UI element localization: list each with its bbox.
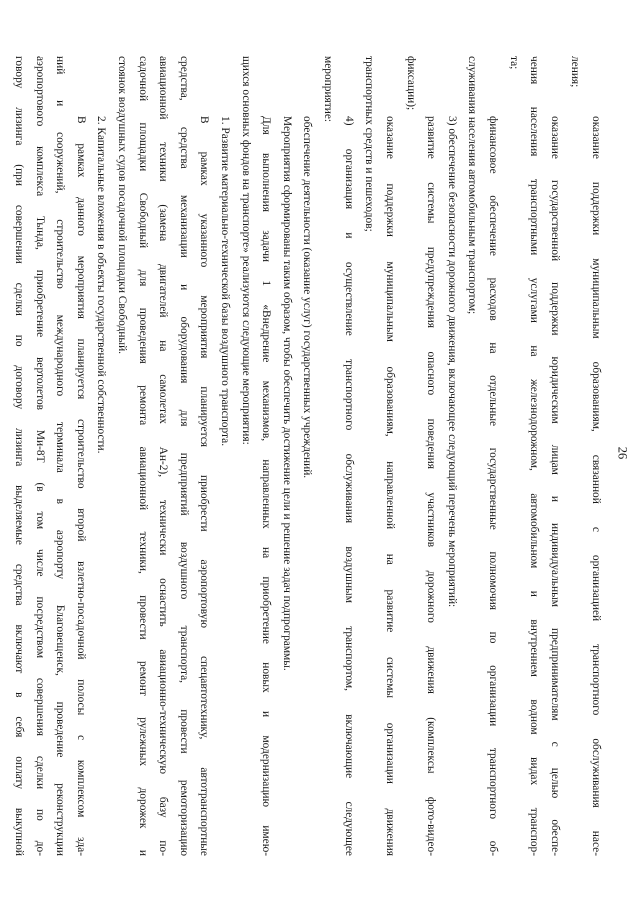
text-line: аэропортового комплекса Тында, приобретение вертолетов Ми-8Т (в том числе посредством совершения сделки по до- (33, 56, 46, 856)
text-line: ний и сооружений, строительство международного терминала в аэропорту Благовещенск, проведение реконструкции (54, 56, 67, 856)
text-line: развитие системы предупреждения опасного поведения участников дорожного движения (комплексы фото-видео- (425, 116, 438, 856)
text-line: оказание поддержки муниципальным образованиям, направленной на развитие системы организации движения (383, 116, 396, 856)
text-line: фиксации); (404, 56, 417, 111)
text-line: финансовое обеспечение расходов на отдельные государственные полномочия по организации транспортного об- (486, 116, 499, 856)
text-line: ления; (569, 56, 582, 88)
text-line: стоянок воздушных судов посадочной площадки Свободный. (115, 56, 128, 355)
text-line: оказание поддержки муниципальным образованиям, связанной с организацией транспортного обслуживания насе- (590, 116, 602, 856)
text-line: транспортных средств и пешеходов; (363, 56, 376, 232)
text-line: 3) обеспечение безопасности дорожного движения, включающее следующий перечень мероприятий: (445, 116, 458, 608)
text-line: Для выполнения задачи 1 «Внедрение механизмов, направленных на приобретение новых и модернизацию имею- (260, 116, 273, 856)
text-line: В рамках данного мероприятия планируется строительство второй взлетно-посадочной полосы с комплексом зда- (74, 116, 87, 856)
text-line: 2. Капитальные вложения в объекты государственной собственности. (95, 116, 108, 454)
text-line: Мероприятия сформированы таким образом, чтобы обеспечить достижение цели и решение задач подпрограммы. (280, 116, 293, 671)
text-line: чения населения транспортными услугами на железнодорожном, автомобильном и внутреннем водном видах транспор- (528, 56, 541, 856)
text-line: 1. Развитие материально-технической базы воздушного транспорта. (219, 116, 232, 447)
text-line: щихся основных фондов на транспорте» реализуются следующие мероприятия: (239, 56, 252, 445)
text-line: оказание государственной поддержки юридическим лицам и индивидуальным предпринимателям с целью обеспе- (548, 116, 561, 856)
text-line: мероприятие: (322, 56, 335, 123)
document-body (8, 56, 606, 856)
text-line: обеспечение деятельности (оказание услуг) государственных учреждений. (301, 116, 314, 479)
text-line: 4) организация и осуществление транспортного обслуживания воздушным транспортом, включающие следующее (342, 116, 355, 856)
text-line: авиационной техники (замена двигателей на самолетах Ан-2), технически оснастить авиационно-техническую базу по- (157, 56, 170, 856)
text-line: та; (507, 56, 520, 70)
page-number: 26 (615, 446, 630, 460)
text-line: говору лизинга (при совершении сделки по договору лизинга выделяемые средства включают в себя оплату выкупной (12, 56, 25, 856)
text-line: В рамках указанного мероприятия планируется приобрести аэропортовую спецавтотехнику, автотранспортные (198, 116, 211, 856)
text-line: садочной площадки Свободный для проведения ремонта авиационной техники, провести ремонт рулежных дорожек и (136, 56, 149, 856)
text-line: служивания населения автомобильным транспортом; (466, 56, 479, 315)
text-line: средства, средства механизации и оборудования для предприятий воздушного транспорта, провести ремоторизацию (177, 56, 190, 856)
